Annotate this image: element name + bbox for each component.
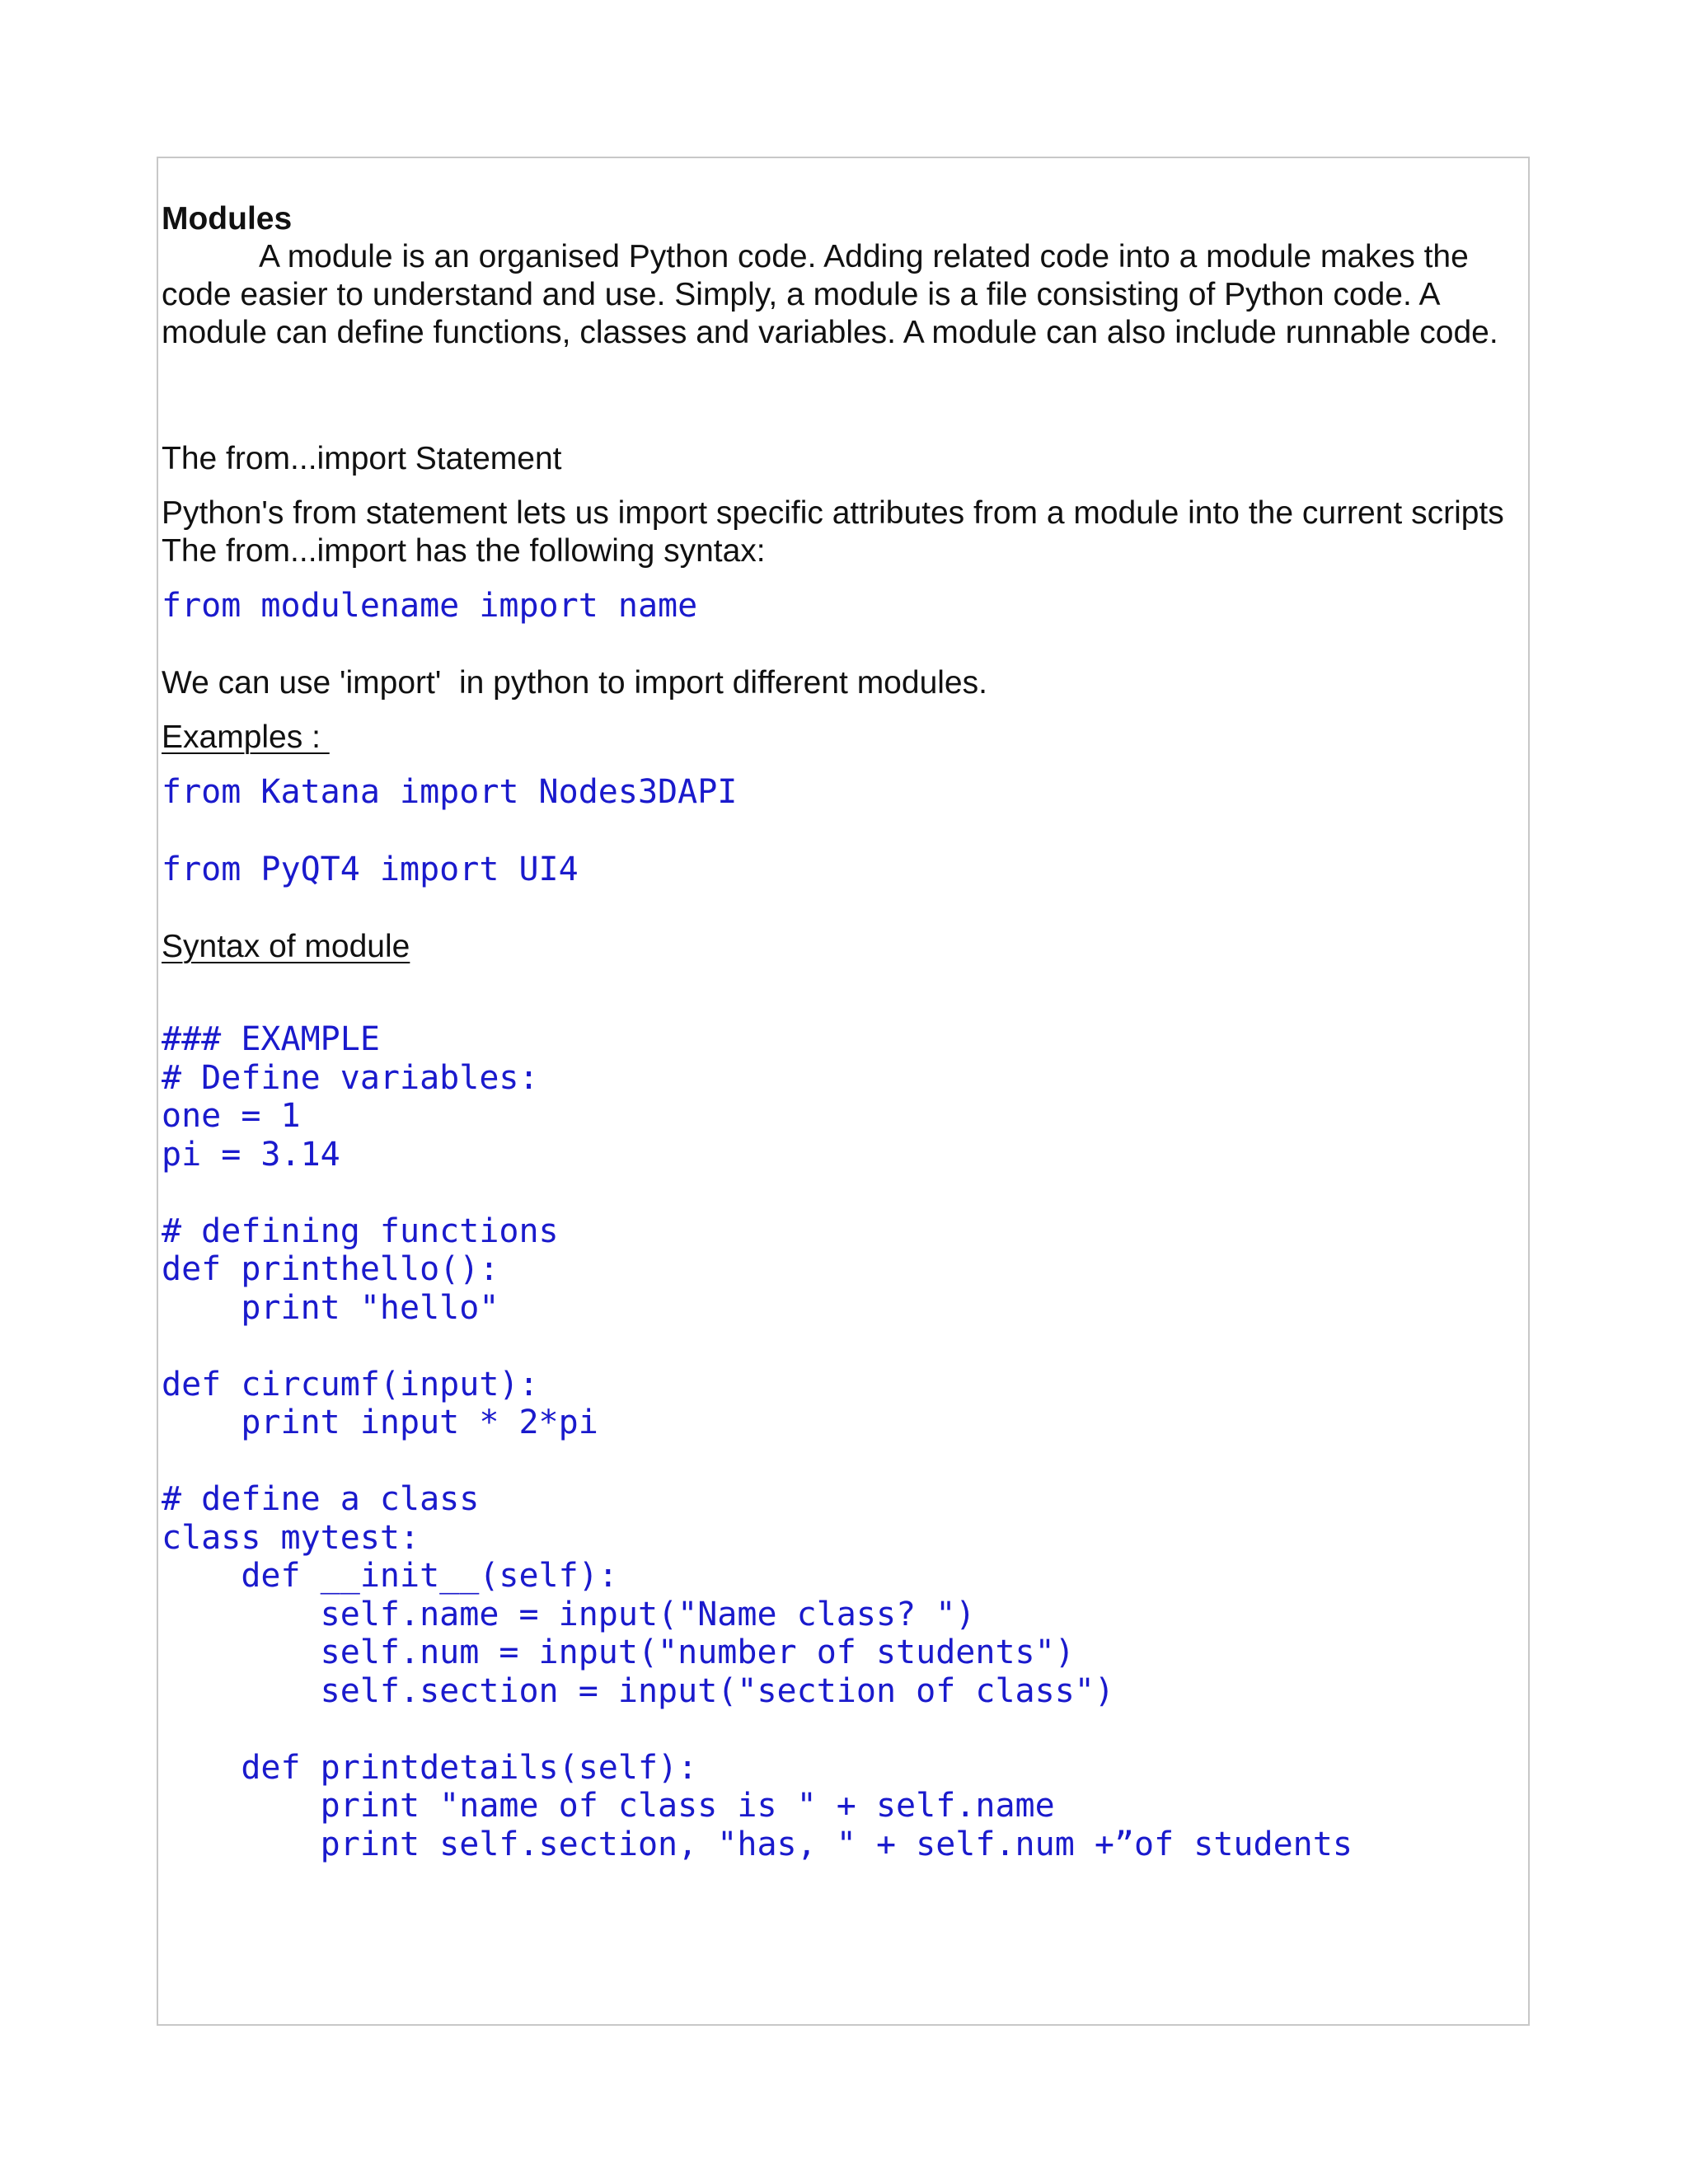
module-code-block: ### EXAMPLE # Define variables: one = 1 pi = 3.14 # defining functions def printhello(): print "hello" def circumf(input): print input * 2*pi # define a class class mytest: def __init__(self): self.name = input("Name class? ") self.num = input("number of students") self.section = input("section of class") def printdetails(self): print "name of class is " + self.name print self.section, "has, " + self.num +”of students bbox=[162, 1020, 1353, 1863]
intro-paragraph: A module is an organised Python code. Adding related code into a module makes the code easier to understand and use. Simply, a module is a file consisting of Python code. A module can define functions, classes and variables. A module can also include runnable code. bbox=[162, 239, 1498, 350]
section-paragraph: Python's from statement lets us import specific attributes from a module into the current scripts The from...import has the following syntax: bbox=[162, 495, 1512, 569]
section-title: The from...import Statement bbox=[162, 441, 562, 476]
syntax-code-line: from modulename import name bbox=[162, 587, 698, 625]
import-note: We can use 'import' in python to import different modules. bbox=[162, 665, 987, 701]
page-heading: Modules bbox=[162, 201, 293, 237]
syntax-label: Syntax of module bbox=[162, 929, 410, 964]
example-code-1: from Katana import Nodes3DAPI bbox=[162, 773, 738, 811]
example-code-2: from PyQT4 import UI4 bbox=[162, 851, 579, 888]
examples-label: Examples : bbox=[162, 719, 330, 755]
